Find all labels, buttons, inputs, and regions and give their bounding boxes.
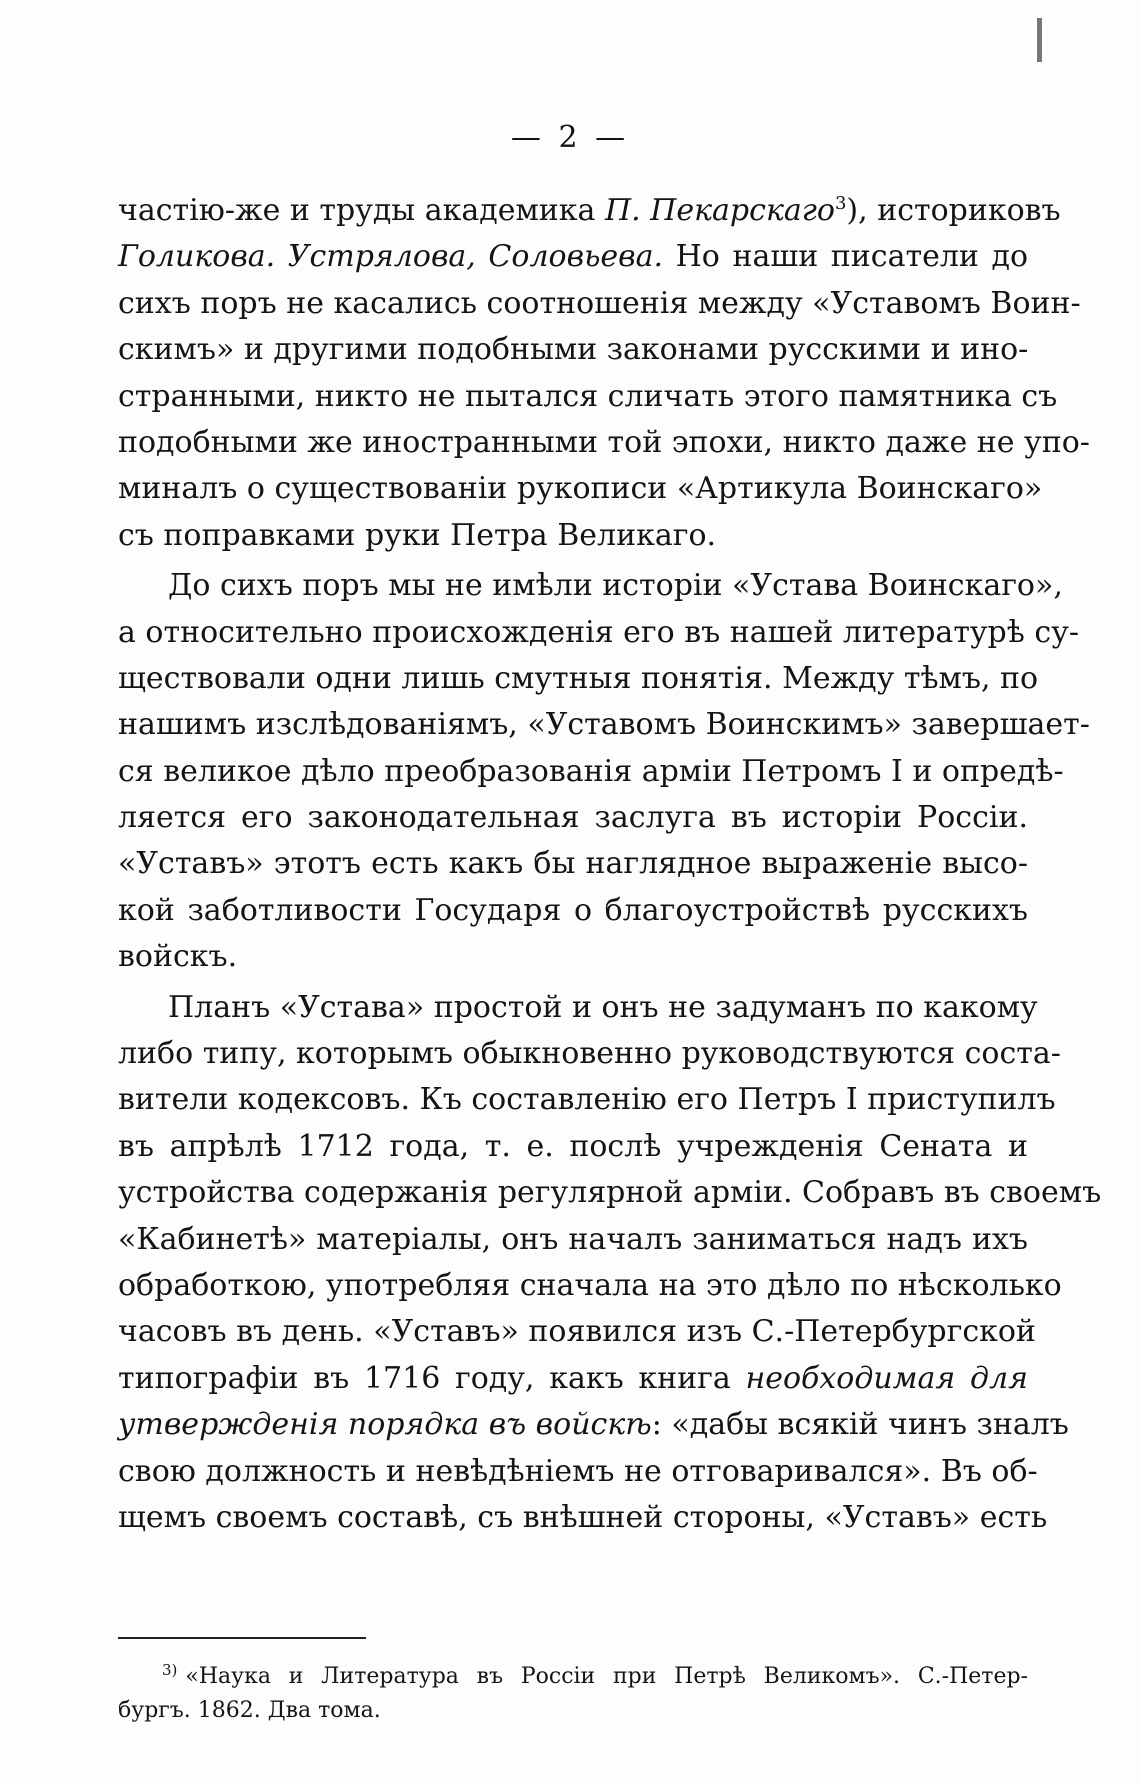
footnote [118,1660,1028,1728]
text-line: ществовали одни лишь смутныя понятія. Между тѣмъ, по [118,660,1039,696]
italic-phrase: утвержденія порядка въ войскѣ [118,1407,652,1443]
text-line: либо типу, которымъ обыкновенно руководствуются соста- [118,1036,1061,1072]
text-line: ся великое дѣло преобразованія арміи Петромъ I и опредѣ- [118,753,1064,789]
text-line: щемъ своемъ составѣ, съ внѣшней стороны, «Уставъ» есть [118,1499,1048,1535]
italic-name: П. Пекарскаго [604,193,835,228]
text-line: войскъ. [118,939,238,975]
text-line: частію-же и труды академика П. Пекарскаго$^3$), историковъ [118,193,1061,228]
italic-phrase: необходимая для [745,1360,1028,1396]
text-line: ляется его законодательная заслуга въ исторіи Россіи. [118,800,1028,836]
scan-edge-mark [1037,18,1042,62]
text-line: сихъ поръ не касались соотношенія между «Уставомъ Воин- [118,285,1081,321]
text-line: кой заботливости Государя о благоустройствѣ русскихъ [118,892,1028,928]
footnote-line: $^{3)}$ «Наука и Литература въ Россіи при Петрѣ Великомъ». С.-Петер- [162,1660,1028,1689]
footnote-mark: 3) [162,1660,178,1679]
text-line: скимъ» и другими подобными законами русскими и ино- [118,332,1029,368]
text-line: «Кабинетѣ» матеріалы, онъ началъ заниматься надъ ихъ [118,1221,1028,1257]
text-line: странными, никто не пытался сличать этого памятника съ [118,378,1058,414]
paragraph-first-line: До сихъ поръ мы не имѣли исторіи «Устава Воинскаго», [168,568,1063,604]
text-line: типографіи въ 1716 году, какъ книга необходимая для [118,1360,1028,1396]
text-line: въ апрѣлѣ 1712 года, т. е. послѣ учрежденія Сената и [118,1128,1028,1164]
italic-names: Голикова. Устрялова, Соловьева. [118,239,664,275]
text-line: Голикова. Устрялова, Соловьева. Но наши писатели до [118,239,1029,275]
text-line: свою должность и невѣдѣніемъ не отговаривался». Въ об- [118,1453,1038,1489]
page-number: — 2 — [510,120,630,155]
footnote-reference[interactable]: 3 [834,193,847,214]
text-line: подобными же иностранными той эпохи, никто даже не упо- [118,424,1090,460]
text-line: часовъ въ день. «Уставъ» появился изъ С.-Петербургской [118,1314,1036,1350]
footnote-divider [118,1637,366,1639]
body-text [118,188,1102,1541]
text-line: а относительно происхожденія его въ нашей литературѣ су- [118,614,1079,650]
text-line: обработкою, употребляя сначала на это дѣло по нѣсколько [118,1267,1062,1303]
footnote-line: бургъ. 1862. Два тома. [118,1698,381,1723]
text-line: миналъ о существованіи рукописи «Артикула Воинскаго» [118,471,1043,507]
paragraph-first-line: Планъ «Устава» простой и онъ не задуманъ по какому [168,989,1038,1025]
text-line: утвержденія порядка въ войскѣ: «дабы всякій чинъ зналъ [118,1407,1069,1443]
text-line: вители кодексовъ. Къ составленію его Петръ I приступилъ [118,1082,1056,1118]
text-line: нашимъ изслѣдованіямъ, «Уставомъ Воинскимъ» завершает- [118,707,1090,743]
text-line: устройства содержанія регулярной арміи. Собравъ въ своемъ [118,1175,1102,1211]
text-line: «Уставъ» этотъ есть какъ бы наглядное выраженіе высо- [118,846,1028,882]
text-line: съ поправками руки Петра Великаго. [118,517,717,553]
